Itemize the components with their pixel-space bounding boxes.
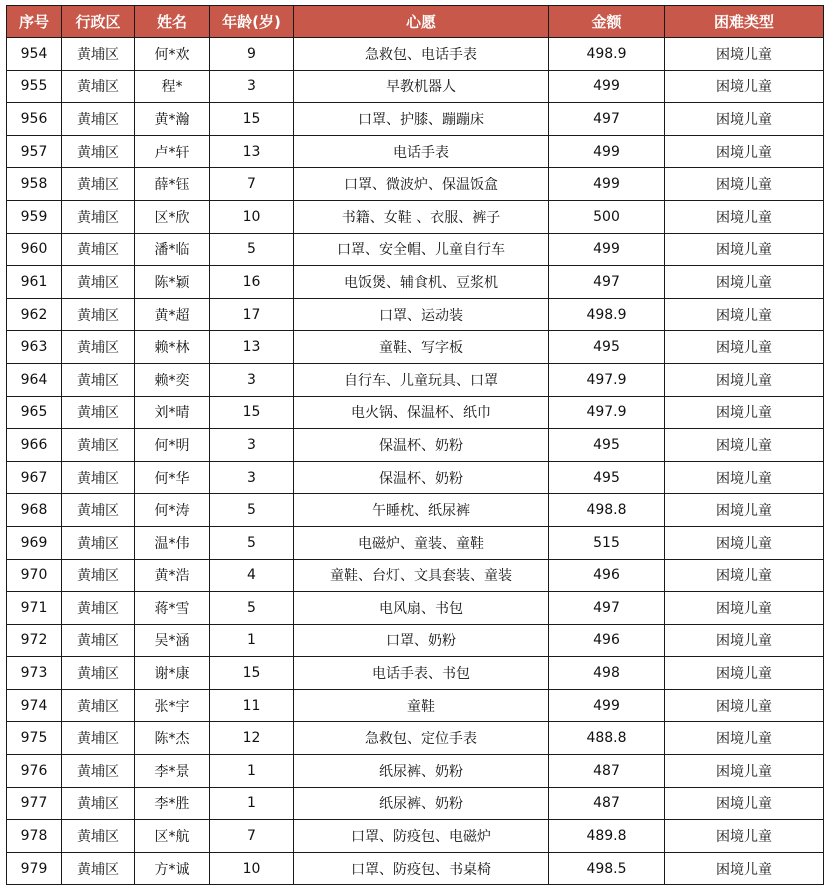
cell-serial-no: 970	[7, 559, 62, 592]
cell-serial-no: 971	[7, 592, 62, 625]
cell-hardship-type: 困境儿童	[665, 755, 824, 788]
cell-age: 7	[210, 168, 294, 201]
cell-name: 黄*超	[135, 298, 210, 331]
cell-name: 何*明	[135, 429, 210, 462]
cell-age: 15	[210, 103, 294, 136]
cell-wish: 口罩、防疫包、电磁炉	[294, 820, 549, 853]
cell-district: 黄埔区	[62, 168, 135, 201]
cell-name: 蒋*雪	[135, 592, 210, 625]
cell-amount: 497	[549, 592, 665, 625]
cell-hardship-type: 困境儿童	[665, 200, 824, 233]
cell-name: 何*欢	[135, 38, 210, 71]
cell-serial-no: 954	[7, 38, 62, 71]
cell-amount: 497	[549, 266, 665, 299]
cell-serial-no: 957	[7, 135, 62, 168]
cell-district: 黄埔区	[62, 233, 135, 266]
column-header-age: 年龄(岁)	[210, 6, 294, 38]
cell-amount: 487	[549, 755, 665, 788]
cell-amount: 499	[549, 168, 665, 201]
cell-district: 黄埔区	[62, 461, 135, 494]
cell-district: 黄埔区	[62, 298, 135, 331]
cell-district: 黄埔区	[62, 135, 135, 168]
cell-wish: 童鞋、台灯、文具套装、童装	[294, 559, 549, 592]
cell-amount: 496	[549, 624, 665, 657]
cell-age: 1	[210, 755, 294, 788]
table-header	[7, 6, 824, 38]
cell-hardship-type: 困境儿童	[665, 233, 824, 266]
cell-name: 李*胜	[135, 787, 210, 820]
table-row	[7, 755, 824, 788]
cell-age: 5	[210, 592, 294, 625]
cell-district: 黄埔区	[62, 787, 135, 820]
column-header-name: 姓名	[135, 6, 210, 38]
cell-wish: 口罩、防疫包、书桌椅	[294, 852, 549, 885]
table-row	[7, 657, 824, 690]
cell-district: 黄埔区	[62, 200, 135, 233]
table-row	[7, 820, 824, 853]
cell-district: 黄埔区	[62, 820, 135, 853]
table-row	[7, 70, 824, 103]
cell-district: 黄埔区	[62, 429, 135, 462]
cell-hardship-type: 困境儿童	[665, 396, 824, 429]
table-row	[7, 429, 824, 462]
cell-age: 3	[210, 461, 294, 494]
cell-district: 黄埔区	[62, 852, 135, 885]
column-header-wish: 心愿	[294, 6, 549, 38]
cell-serial-no: 973	[7, 657, 62, 690]
cell-amount: 499	[549, 233, 665, 266]
cell-hardship-type: 困境儿童	[665, 689, 824, 722]
cell-hardship-type: 困境儿童	[665, 266, 824, 299]
cell-district: 黄埔区	[62, 722, 135, 755]
cell-age: 5	[210, 526, 294, 559]
table-body	[7, 38, 824, 885]
cell-district: 黄埔区	[62, 103, 135, 136]
table-row	[7, 461, 824, 494]
table-row	[7, 689, 824, 722]
cell-wish: 童鞋	[294, 689, 549, 722]
table-row	[7, 331, 824, 364]
cell-name: 李*景	[135, 755, 210, 788]
cell-serial-no: 961	[7, 266, 62, 299]
cell-amount: 498.5	[549, 852, 665, 885]
table-row	[7, 396, 824, 429]
cell-hardship-type: 困境儿童	[665, 592, 824, 625]
cell-age: 7	[210, 820, 294, 853]
cell-wish: 午睡枕、纸尿裤	[294, 494, 549, 527]
cell-serial-no: 965	[7, 396, 62, 429]
header-row	[7, 6, 824, 38]
cell-hardship-type: 困境儿童	[665, 298, 824, 331]
cell-district: 黄埔区	[62, 526, 135, 559]
cell-age: 12	[210, 722, 294, 755]
cell-district: 黄埔区	[62, 755, 135, 788]
cell-amount: 515	[549, 526, 665, 559]
cell-hardship-type: 困境儿童	[665, 461, 824, 494]
column-header-district: 行政区	[62, 6, 135, 38]
cell-wish: 纸尿裤、奶粉	[294, 787, 549, 820]
table-row	[7, 852, 824, 885]
cell-hardship-type: 困境儿童	[665, 429, 824, 462]
cell-serial-no: 975	[7, 722, 62, 755]
cell-serial-no: 979	[7, 852, 62, 885]
cell-district: 黄埔区	[62, 657, 135, 690]
cell-name: 陈*颖	[135, 266, 210, 299]
cell-age: 15	[210, 657, 294, 690]
cell-district: 黄埔区	[62, 494, 135, 527]
cell-amount: 497	[549, 103, 665, 136]
cell-age: 1	[210, 787, 294, 820]
cell-amount: 496	[549, 559, 665, 592]
column-header-amount: 金额	[549, 6, 665, 38]
cell-wish: 保温杯、奶粉	[294, 461, 549, 494]
cell-hardship-type: 困境儿童	[665, 787, 824, 820]
cell-wish: 电话手表、书包	[294, 657, 549, 690]
cell-amount: 498.8	[549, 494, 665, 527]
cell-age: 10	[210, 200, 294, 233]
table-row	[7, 298, 824, 331]
cell-hardship-type: 困境儿童	[665, 168, 824, 201]
cell-hardship-type: 困境儿童	[665, 494, 824, 527]
cell-age: 9	[210, 38, 294, 71]
table-row	[7, 168, 824, 201]
column-header-hardship-type: 困难类型	[665, 6, 824, 38]
cell-amount: 497.9	[549, 363, 665, 396]
cell-serial-no: 964	[7, 363, 62, 396]
cell-name: 潘*临	[135, 233, 210, 266]
cell-age: 4	[210, 559, 294, 592]
cell-amount: 497.9	[549, 396, 665, 429]
table-row	[7, 233, 824, 266]
cell-wish: 纸尿裤、奶粉	[294, 755, 549, 788]
cell-wish: 急救包、定位手表	[294, 722, 549, 755]
cell-hardship-type: 困境儿童	[665, 363, 824, 396]
table-row	[7, 38, 824, 71]
cell-amount: 488.8	[549, 722, 665, 755]
cell-serial-no: 956	[7, 103, 62, 136]
cell-name: 程*	[135, 70, 210, 103]
cell-wish: 电饭煲、辅食机、豆浆机	[294, 266, 549, 299]
cell-name: 方*诚	[135, 852, 210, 885]
cell-wish: 书籍、女鞋 、衣服、裤子	[294, 200, 549, 233]
cell-hardship-type: 困境儿童	[665, 657, 824, 690]
cell-age: 15	[210, 396, 294, 429]
table-row	[7, 787, 824, 820]
cell-wish: 急救包、电话手表	[294, 38, 549, 71]
table-row	[7, 266, 824, 299]
cell-age: 5	[210, 494, 294, 527]
cell-district: 黄埔区	[62, 331, 135, 364]
cell-hardship-type: 困境儿童	[665, 624, 824, 657]
wish-table	[6, 5, 824, 885]
cell-hardship-type: 困境儿童	[665, 722, 824, 755]
table-row	[7, 722, 824, 755]
cell-amount: 498	[549, 657, 665, 690]
cell-serial-no: 955	[7, 70, 62, 103]
cell-wish: 自行车、儿童玩具、口罩	[294, 363, 549, 396]
cell-district: 黄埔区	[62, 38, 135, 71]
cell-district: 黄埔区	[62, 689, 135, 722]
cell-name: 卢*轩	[135, 135, 210, 168]
cell-name: 刘*晴	[135, 396, 210, 429]
cell-age: 1	[210, 624, 294, 657]
cell-wish: 口罩、护膝、蹦蹦床	[294, 103, 549, 136]
table-row	[7, 624, 824, 657]
cell-hardship-type: 困境儿童	[665, 559, 824, 592]
cell-serial-no: 960	[7, 233, 62, 266]
cell-hardship-type: 困境儿童	[665, 103, 824, 136]
cell-amount: 499	[549, 70, 665, 103]
cell-age: 3	[210, 429, 294, 462]
cell-wish: 口罩、运动装	[294, 298, 549, 331]
cell-wish: 电火锅、保温杯、纸巾	[294, 396, 549, 429]
cell-serial-no: 976	[7, 755, 62, 788]
cell-amount: 499	[549, 689, 665, 722]
cell-wish: 电磁炉、童装、童鞋	[294, 526, 549, 559]
cell-hardship-type: 困境儿童	[665, 135, 824, 168]
cell-serial-no: 959	[7, 200, 62, 233]
cell-name: 赖*奕	[135, 363, 210, 396]
cell-serial-no: 967	[7, 461, 62, 494]
table-row	[7, 363, 824, 396]
cell-name: 张*宇	[135, 689, 210, 722]
cell-wish: 童鞋、写字板	[294, 331, 549, 364]
cell-hardship-type: 困境儿童	[665, 331, 824, 364]
cell-age: 3	[210, 363, 294, 396]
cell-name: 区*欣	[135, 200, 210, 233]
table-row	[7, 559, 824, 592]
cell-age: 17	[210, 298, 294, 331]
cell-name: 温*伟	[135, 526, 210, 559]
cell-age: 16	[210, 266, 294, 299]
table-row	[7, 592, 824, 625]
table-row	[7, 200, 824, 233]
cell-hardship-type: 困境儿童	[665, 70, 824, 103]
cell-district: 黄埔区	[62, 363, 135, 396]
cell-age: 5	[210, 233, 294, 266]
column-header-serial-no: 序号	[7, 6, 62, 38]
cell-amount: 487	[549, 787, 665, 820]
cell-amount: 489.8	[549, 820, 665, 853]
cell-amount: 499	[549, 135, 665, 168]
cell-district: 黄埔区	[62, 70, 135, 103]
cell-district: 黄埔区	[62, 624, 135, 657]
cell-wish: 口罩、安全帽、儿童自行车	[294, 233, 549, 266]
cell-name: 黄*浩	[135, 559, 210, 592]
cell-serial-no: 977	[7, 787, 62, 820]
cell-hardship-type: 困境儿童	[665, 820, 824, 853]
cell-amount: 498.9	[549, 38, 665, 71]
table-row	[7, 103, 824, 136]
cell-serial-no: 958	[7, 168, 62, 201]
table-row	[7, 135, 824, 168]
cell-amount: 495	[549, 461, 665, 494]
cell-serial-no: 978	[7, 820, 62, 853]
cell-age: 10	[210, 852, 294, 885]
cell-district: 黄埔区	[62, 592, 135, 625]
cell-amount: 495	[549, 429, 665, 462]
cell-name: 吴*涵	[135, 624, 210, 657]
cell-hardship-type: 困境儿童	[665, 852, 824, 885]
cell-age: 13	[210, 331, 294, 364]
cell-age: 11	[210, 689, 294, 722]
cell-wish: 早教机器人	[294, 70, 549, 103]
cell-wish: 口罩、奶粉	[294, 624, 549, 657]
cell-name: 谢*康	[135, 657, 210, 690]
cell-amount: 500	[549, 200, 665, 233]
cell-name: 黄*瀚	[135, 103, 210, 136]
cell-name: 陈*杰	[135, 722, 210, 755]
cell-serial-no: 966	[7, 429, 62, 462]
cell-age: 3	[210, 70, 294, 103]
cell-wish: 口罩、微波炉、保温饭盒	[294, 168, 549, 201]
cell-name: 何*涛	[135, 494, 210, 527]
cell-age: 13	[210, 135, 294, 168]
cell-name: 赖*林	[135, 331, 210, 364]
cell-district: 黄埔区	[62, 559, 135, 592]
cell-serial-no: 962	[7, 298, 62, 331]
table-row	[7, 526, 824, 559]
cell-serial-no: 969	[7, 526, 62, 559]
cell-name: 薛*钰	[135, 168, 210, 201]
cell-wish: 电风扇、书包	[294, 592, 549, 625]
cell-serial-no: 963	[7, 331, 62, 364]
cell-serial-no: 972	[7, 624, 62, 657]
cell-amount: 498.9	[549, 298, 665, 331]
cell-serial-no: 974	[7, 689, 62, 722]
cell-hardship-type: 困境儿童	[665, 526, 824, 559]
cell-district: 黄埔区	[62, 266, 135, 299]
cell-wish: 保温杯、奶粉	[294, 429, 549, 462]
cell-wish: 电话手表	[294, 135, 549, 168]
cell-serial-no: 968	[7, 494, 62, 527]
table-row	[7, 494, 824, 527]
cell-district: 黄埔区	[62, 396, 135, 429]
cell-hardship-type: 困境儿童	[665, 38, 824, 71]
cell-name: 何*华	[135, 461, 210, 494]
cell-amount: 495	[549, 331, 665, 364]
cell-name: 区*航	[135, 820, 210, 853]
